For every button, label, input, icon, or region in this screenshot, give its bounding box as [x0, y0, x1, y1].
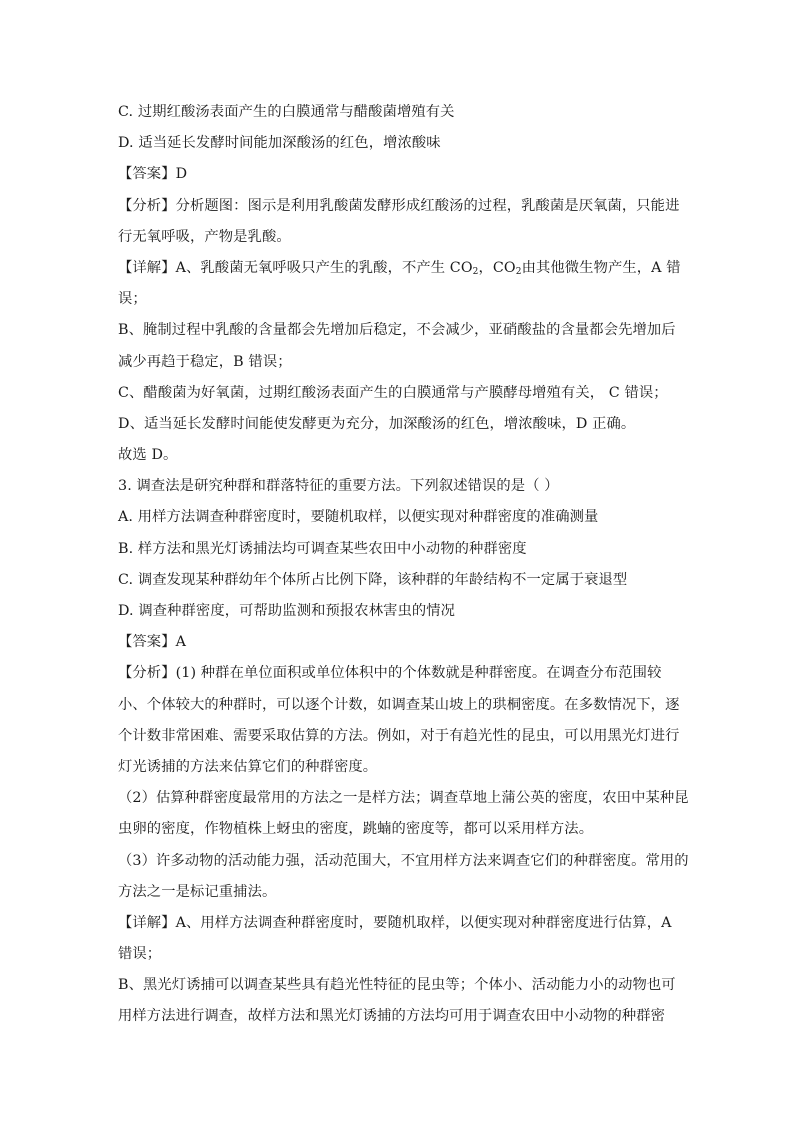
q3-analysis-4: 灯光诱捕的方法来估算它们的种群密度。 [118, 758, 378, 775]
q3-option-a: A. 用样方法调查种群密度时，要随机取样，以便实现对种群密度的准确测量 [118, 509, 599, 526]
detail-d: D、适当延长发酵时间能使发酵更为充分，加深酸汤的红色，增浓酸味，D 正确。 [118, 415, 636, 432]
answer: 【答案】D [118, 166, 188, 183]
q3-detail-1: 【详解】A、用样方法调查种群密度时，要随机取样，以便实现对种群密度进行估算，A [118, 914, 672, 931]
q3-answer: 【答案】A [118, 634, 187, 651]
q3-detail-4: 用样方法进行调查，故样方法和黑光灯诱捕的方法均可用于调查农田中小动物的种群密 [118, 1008, 666, 1025]
detail-line-1: 【详解】A、乳酸菌无氧呼吸只产生的乳酸，不产生 $CO_2$，$CO_2$由其他微生物产生，A 错 [118, 259, 681, 277]
detail-c: C、醋酸菌为好氧菌，过期红酸汤表面产生的白膜通常与产膜酵母增殖有关， C 错误； [118, 384, 668, 401]
question-3: 3. 调查法是研究种群和群落特征的重要方法。下列叙述错误的是（ ） [118, 478, 559, 495]
option-c: C. 过期红酸汤表面产生的白膜通常与醋酸菌增殖有关 [118, 104, 455, 120]
detail-line-2: 误； [118, 291, 147, 308]
q3-analysis-6: 虫卵的密度，作物植株上蚜虫的密度，跳蝻的密度等，都可以采用样方法。 [118, 821, 594, 838]
q3-detail-3: B、黑光灯诱捕可以调查某些具有趋光性特征的昆虫等；个体小、活动能力小的动物也可 [118, 977, 676, 994]
q3-analysis-1: 【分析】(1) 种群在单位面积或单位体积中的个体数就是种群密度。在调查分布范围较 [118, 665, 662, 682]
q3-analysis-8: 方法之一是标记重捕法。 [118, 883, 277, 900]
document-page [118, 102, 689, 1038]
q3-option-c: C. 调查发现某种群幼年个体所占比例下降，该种群的年龄结构不一定属于衰退型 [118, 571, 628, 588]
detail-b-line-1: B、腌制过程中乳酸的含量都会先增加后稳定，不会减少，亚硝酸盐的含量都会先增加后 [118, 322, 676, 339]
option-d: D. 适当延长发酵时间能加深酸汤的红色，增浓酸味 [118, 135, 441, 152]
q3-detail-2: 错误； [118, 946, 162, 963]
q3-option-d: D. 调查种群密度，可帮助监测和预报农林害虫的情况 [118, 603, 456, 619]
q3-option-b: B. 样方法和黑光灯诱捕法均可调查某些农田中小动物的种群密度 [118, 540, 527, 557]
q3-analysis-5: （2）估算种群密度最常用的方法之一是样方法；调查草地上蒲公英的密度，农田中某种昆 [118, 790, 689, 807]
q3-analysis-2: 小、个体较大的种群时，可以逐个计数，如调查某山坡上的珙桐密度。在多数情况下，逐 [118, 696, 680, 713]
analysis-line-1: 【分析】分析题图：图示是利用乳酸菌发酵形成红酸汤的过程，乳酸菌是厌氧菌，只能进 [118, 197, 680, 214]
q3-analysis-3: 个计数非常困难、需要采取估算的方法。例如，对于有趋光性的昆虫，可以用黑光灯进行 [118, 727, 680, 744]
q3-analysis-7: （3）许多动物的活动能力强，活动范围大，不宜用样方法来调查它们的种群密度。常用的 [118, 852, 689, 869]
choose-d: 故选 D。 [118, 447, 178, 464]
analysis-line-2: 行无氧呼吸，产物是乳酸。 [118, 228, 291, 245]
detail-b-line-2: 减少再趋于稳定，B 错误； [118, 353, 292, 370]
